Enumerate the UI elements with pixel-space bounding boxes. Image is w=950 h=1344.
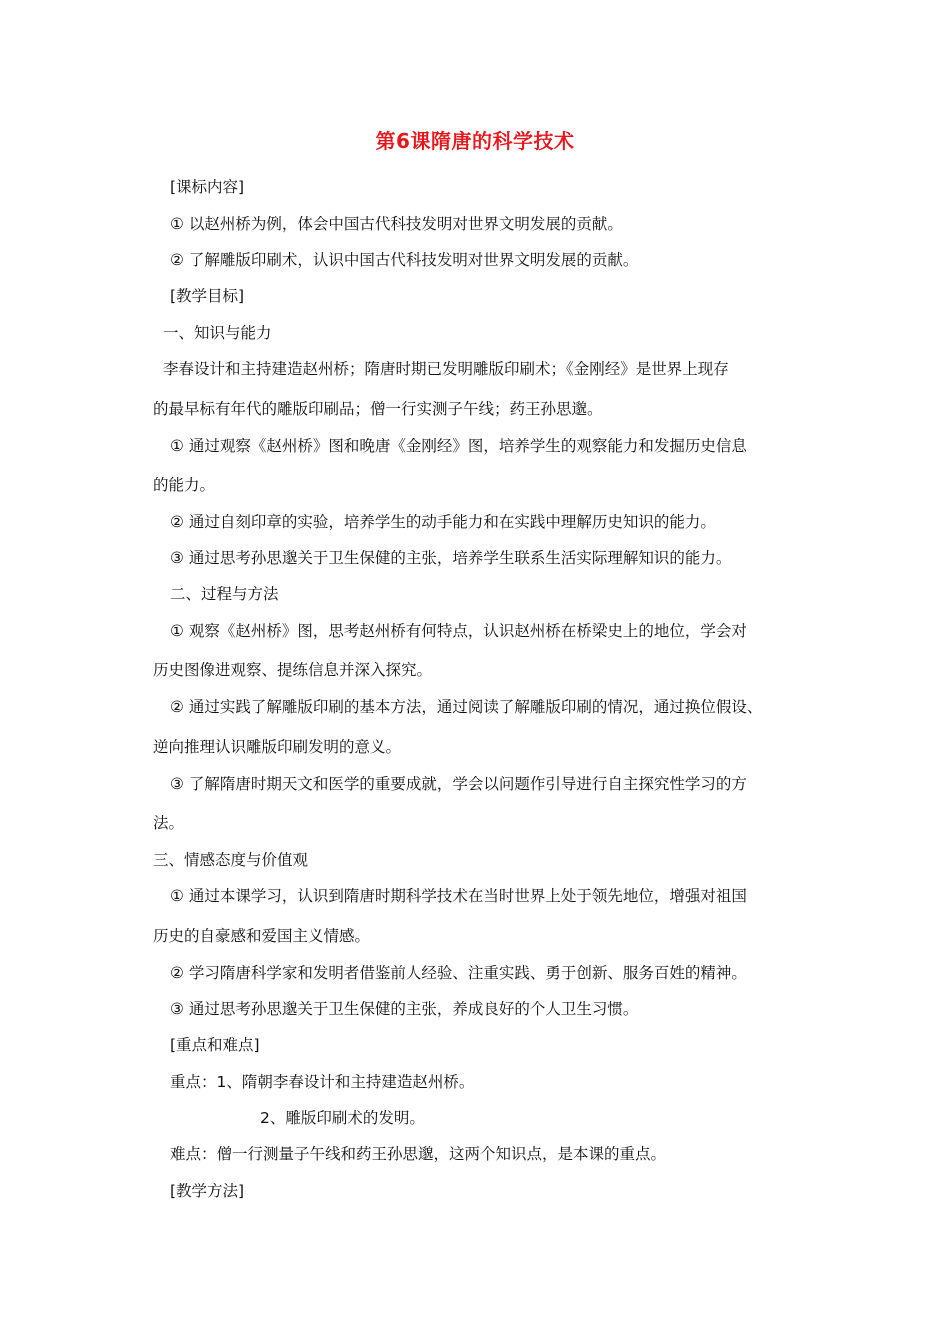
paragraph-line: ① 通过本课学习，认识到隋唐时期科学技术在当时世界上处于领先地位，增强对祖国: [170, 887, 747, 905]
section-heading-objectives: [教学目标]: [170, 287, 245, 305]
paragraph-line: 2、雕版印刷术的发明。: [260, 1109, 425, 1127]
paragraph-line: 逆向推理认识雕版印刷发明的意义。: [153, 738, 402, 756]
paragraph-line: 历史的自豪感和爱国主义情感。: [153, 927, 371, 945]
paragraph-line: 的最早标有年代的雕版印刷品；僧一行实测子午线；药王孙思邈。: [153, 400, 603, 418]
subsection-heading: 二、过程与方法: [170, 585, 279, 603]
paragraph-line: 的能力。: [153, 476, 216, 494]
document-title: 第6课隋唐的科学技术: [375, 129, 575, 153]
paragraph-line: 难点：僧一行测量子午线和药王孙思邈，这两个知识点，是本课的重点。: [170, 1145, 667, 1163]
paragraph-line: 重点：1、隋朝李春设计和主持建造赵州桥。: [170, 1073, 475, 1091]
paragraph-line: ③ 了解隋唐时期天文和医学的重要成就，学会以问题作引导进行自主探究性学习的方: [170, 775, 747, 793]
paragraph-line: 法。: [153, 814, 185, 832]
paragraph-line: ② 学习隋唐科学家和发明者借鉴前人经验、注重实践、勇于创新、服务百姓的精神。: [170, 964, 747, 982]
section-heading-key-points: [重点和难点]: [170, 1036, 260, 1054]
paragraph-line: ② 通过实践了解雕版印刷的基本方法，通过阅读了解雕版印刷的情况，通过换位假设、: [170, 698, 763, 716]
section-heading-methods: [教学方法]: [170, 1182, 245, 1200]
subsection-heading: 三、情感态度与价值观: [153, 851, 309, 869]
paragraph-line: ① 以赵州桥为例，体会中国古代科技发明对世界文明发展的贡献。: [170, 215, 623, 233]
section-heading-curriculum: [课标内容]: [170, 178, 245, 196]
paragraph-line: 李春设计和主持建造赵州桥；隋唐时期已发明雕版印刷术；《金刚经》是世界上现存: [163, 360, 729, 378]
paragraph-line: ② 通过自刻印章的实验，培养学生的动手能力和在实践中理解历史知识的能力。: [170, 513, 716, 531]
paragraph-line: ① 观察《赵州桥》图，思考赵州桥有何特点，认识赵州桥在桥梁史上的地位，学会对: [170, 622, 747, 640]
paragraph-line: 历史图像进观察、提练信息并深入探究。: [153, 661, 433, 679]
paragraph-line: ② 了解雕版印刷术，认识中国古代科技发明对世界文明发展的贡献。: [170, 251, 639, 269]
paragraph-line: ① 通过观察《赵州桥》图和晚唐《金刚经》图，培养学生的观察能力和发掘历史信息: [170, 437, 747, 455]
paragraph-line: ③ 通过思考孙思邈关于卫生保健的主张，养成良好的个人卫生习惯。: [170, 1000, 639, 1018]
paragraph-line: ③ 通过思考孙思邈关于卫生保健的主张，培养学生联系生活实际理解知识的能力。: [170, 549, 732, 567]
subsection-heading: 一、知识与能力: [163, 324, 272, 342]
